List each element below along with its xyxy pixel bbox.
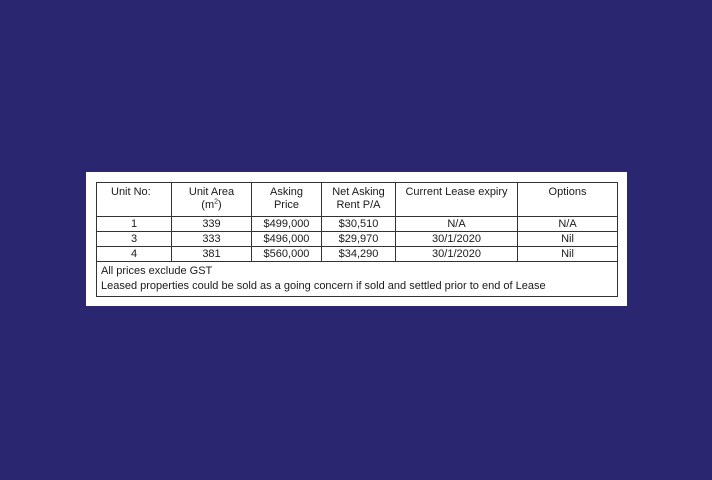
notes-cell (97, 262, 618, 297)
cell-price: $499,000 (252, 217, 322, 232)
cell-options: N/A (518, 217, 618, 232)
cell-lease: 30/1/2020 (396, 232, 518, 247)
cell-options: Nil (518, 232, 618, 247)
header-unit-area-close: ) (218, 199, 222, 211)
cell-rent: $29,970 (322, 232, 396, 247)
table-row (97, 217, 618, 232)
notes-row (97, 262, 618, 297)
cell-lease: N/A (396, 217, 518, 232)
note-lease: Leased properties could be sold as a going concern if sold and settled prior to end of Lease (101, 280, 546, 292)
cell-rent: $34,290 (322, 247, 396, 262)
note-gst: All prices exclude GST (101, 265, 213, 277)
header-unit-no: Unit No: (97, 183, 172, 217)
cell-area: 333 (172, 232, 252, 247)
cell-unit: 4 (97, 247, 172, 262)
header-unit-area-line1: Unit Area (188, 186, 235, 198)
header-unit-area-open: (m (201, 199, 215, 211)
table-row (97, 247, 618, 262)
header-unit-area-sup: 2 (214, 198, 219, 206)
header-lease-expiry: Current Lease expiry (396, 183, 518, 217)
cell-area: 381 (172, 247, 252, 262)
table-header-row (97, 183, 618, 217)
cell-unit: 1 (97, 217, 172, 232)
header-asking-line2: Price (273, 199, 300, 211)
property-table-card (86, 172, 627, 306)
header-net-line2: Rent P/A (336, 199, 381, 211)
cell-unit: 3 (97, 232, 172, 247)
table-row (97, 232, 618, 247)
header-net-asking-rent (322, 183, 396, 217)
cell-price: $560,000 (252, 247, 322, 262)
cell-area: 339 (172, 217, 252, 232)
units-table (96, 182, 618, 297)
header-unit-area-line2 (175, 199, 248, 212)
header-net-line1: Net Asking (332, 186, 385, 198)
cell-options: Nil (518, 247, 618, 262)
cell-price: $496,000 (252, 232, 322, 247)
cell-lease: 30/1/2020 (396, 247, 518, 262)
header-options: Options (518, 183, 618, 217)
header-asking-line1: Asking (269, 186, 304, 198)
header-unit-area (172, 183, 252, 217)
header-asking-price (252, 183, 322, 217)
cell-rent: $30,510 (322, 217, 396, 232)
